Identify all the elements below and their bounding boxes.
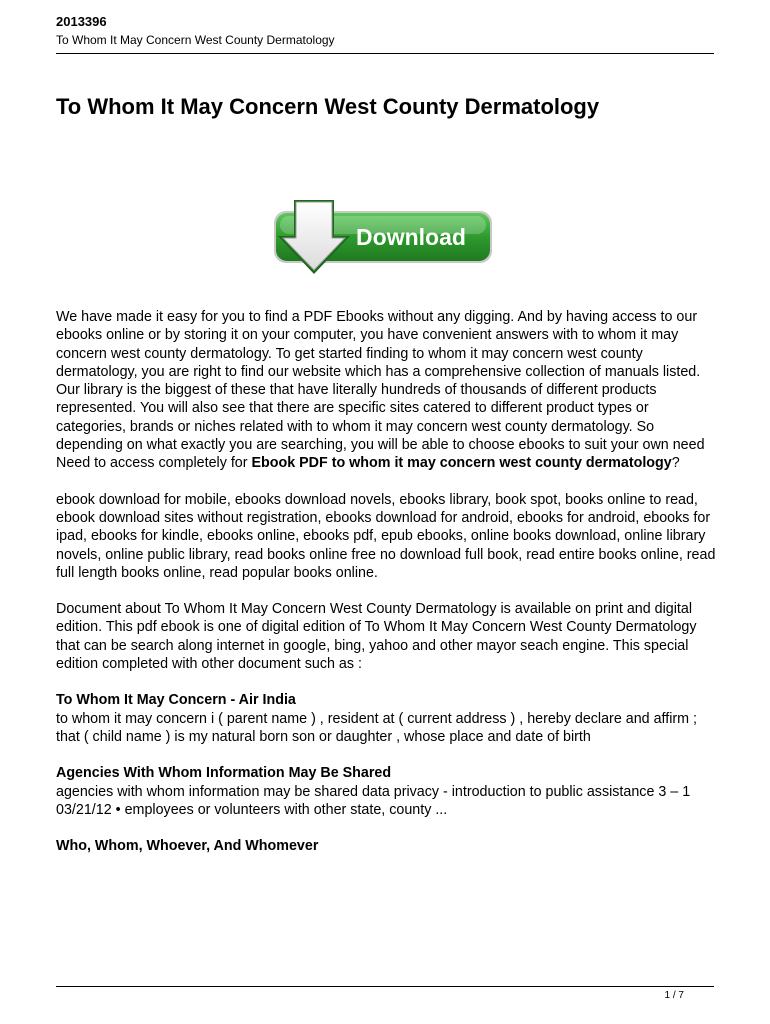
- download-arrow-icon: [272, 198, 494, 278]
- access-paragraph: [56, 454, 716, 472]
- document-body: [56, 308, 716, 855]
- related-text: agencies with whom information may be shared data privacy - introduction to public assistance 3 – 1 03/21/12 • employees or volunteers with other state, county ...: [56, 783, 691, 818]
- page-header: [56, 14, 714, 48]
- access-bold-title: Ebook PDF to whom it may concern west county dermatology: [251, 455, 672, 472]
- download-button-label: Download: [356, 224, 466, 250]
- access-prefix: Need to access completely for: [56, 455, 252, 472]
- related-title: Who, Whom, Whoever, And Whomever: [56, 838, 319, 855]
- intro-paragraph: We have made it easy for you to find a PDF Ebooks without any digging. And by having access to our ebooks online or by storing it on your computer, you have convenient answers with to whom it may concern west county dermatology. To get started finding to whom it may concern west county dermatology, you are right to find our website which has a comprehensive collection of manuals listed.: [56, 309, 701, 380]
- footer-divider: [56, 986, 714, 987]
- header-title: To Whom It May Concern West County Dermatology: [56, 33, 335, 47]
- library-paragraph: Our library is the biggest of these that have literally hundreds of thousands of different products represented. You will also see that there are specific sites catered to different product types or categories, brands or niches related with to whom it may concern west county dermatology. So depending on what exactly you are searching, you will be able to choose ebooks to suit your own need: [56, 382, 705, 454]
- keywords-paragraph: ebook download for mobile, ebooks download novels, ebooks library, book spot, books online to read, ebook download sites without registration, ebooks download for android, ebooks for android, ebooks for ipad, ebooks for kindle, ebooks online, ebooks pdf, epub ebooks, online books download, online library novels, online public library, read books online free no download full book, read entire books online, read full length books online, read popular books online.: [56, 491, 716, 581]
- header-divider: [56, 53, 714, 54]
- page-number: 1 / 7: [664, 990, 684, 1001]
- about-paragraph: Document about To Whom It May Concern West County Dermatology is available on print and digital edition. This pdf ebook is one of digital edition of To Whom It May Concern West County Dermatology that can be search along internet in google, bing, yahoo and other mayor seach engine. This special edition completed with other document such as :: [56, 601, 697, 673]
- access-suffix: ?: [671, 455, 680, 472]
- page-title: To Whom It May Concern West County Dermatology: [56, 94, 600, 119]
- related-title: To Whom It May Concern - Air India: [56, 692, 296, 709]
- download-button[interactable]: [272, 198, 494, 278]
- related-title: Agencies With Whom Information May Be Shared: [56, 765, 392, 782]
- document-id: 2013396: [56, 14, 107, 29]
- related-text: to whom it may concern i ( parent name ) , resident at ( current address ) , hereby declare and affirm ; that ( child name ) is my natural born son or daughter , whose place and date of birth: [56, 710, 697, 745]
